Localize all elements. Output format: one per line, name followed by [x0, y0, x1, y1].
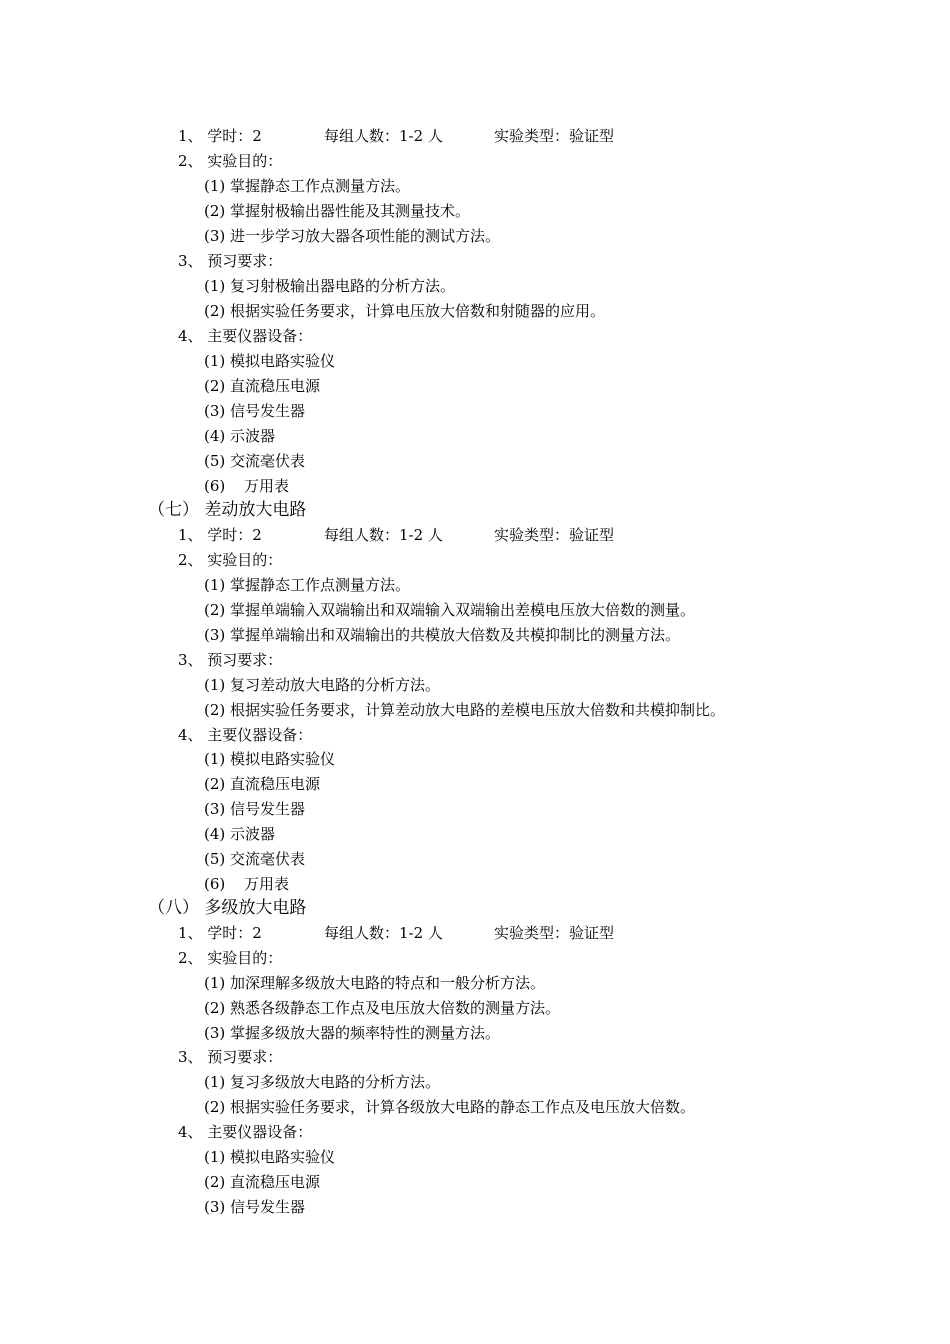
list-item: (2) 根据实验任务要求，计算各级放大电路的静态工作点及电压放大倍数。 [204, 1098, 696, 1116]
list-item: (2) 根据实验任务要求，计算差动放大电路的差模电压放大倍数和共模抑制比。 [204, 701, 726, 719]
list-item: (1) 加深理解多级放大电路的特点和一般分析方法。 [204, 974, 546, 992]
list-item: (2) 直流稳压电源 [204, 1173, 321, 1191]
list-item: (3) 掌握多级放大器的频率特性的测量方法。 [204, 1024, 501, 1042]
list-item: (1) 模拟电路实验仪 [204, 352, 336, 370]
list-item: (1) 模拟电路实验仪 [204, 1148, 336, 1166]
experiment-type-label: 实验类型：验证型 [494, 526, 615, 544]
list-item: (2) 根据实验任务要求，计算电压放大倍数和射随器的应用。 [204, 302, 606, 320]
group-size-label: 每组人数：1-2 人 [324, 924, 443, 942]
list-item: (1) 掌握静态工作点测量方法。 [204, 576, 411, 594]
list-item: (1) 模拟电路实验仪 [204, 750, 336, 768]
list-item [204, 476, 289, 496]
experiment-type-label: 实验类型：验证型 [494, 127, 615, 145]
group-size-label: 每组人数：1-2 人 [324, 526, 443, 544]
list-item [204, 874, 289, 894]
section-heading: 4、 主要仪器设备： [178, 726, 313, 744]
list-item-number: (6) [204, 875, 226, 893]
list-item: (5) 交流毫伏表 [204, 850, 306, 868]
section-heading: 4、 主要仪器设备： [178, 1123, 313, 1141]
list-item: (3) 进一步学习放大器各项性能的测试方法。 [204, 227, 501, 245]
list-item: (4) 示波器 [204, 427, 276, 445]
section-heading: 2、 实验目的： [178, 152, 283, 170]
section-heading: 4、 主要仪器设备： [178, 327, 313, 345]
group-size-label: 每组人数：1-2 人 [324, 127, 443, 145]
list-item-text: 万用表 [244, 477, 290, 495]
list-item-text: 万用表 [244, 875, 290, 893]
list-item: (2) 熟悉各级静态工作点及电压放大倍数的测量方法。 [204, 999, 561, 1017]
section-heading: 3、 预习要求： [178, 1048, 283, 1066]
chapter-heading: （八） 多级放大电路 [148, 898, 307, 918]
list-item: (3) 信号发生器 [204, 402, 306, 420]
list-item: (3) 掌握单端输出和双端输出的共模放大倍数及共模抑制比的测量方法。 [204, 626, 681, 644]
list-item-number: (6) [204, 477, 226, 495]
list-item: (1) 掌握静态工作点测量方法。 [204, 177, 411, 195]
chapter-heading: （七） 差动放大电路 [148, 500, 307, 520]
list-item: (4) 示波器 [204, 825, 276, 843]
list-item: (2) 掌握单端输入双端输出和双端输入双端输出差模电压放大倍数的测量。 [204, 601, 696, 619]
list-item: (5) 交流毫伏表 [204, 452, 306, 470]
list-item: (1) 复习多级放大电路的分析方法。 [204, 1073, 441, 1091]
section-heading: 3、 预习要求： [178, 252, 283, 270]
section-heading: 2、 实验目的： [178, 551, 283, 569]
list-item: (1) 复习射极输出器电路的分析方法。 [204, 277, 456, 295]
list-item: (3) 信号发生器 [204, 800, 306, 818]
hours-label: 1、 学时：2 [178, 924, 262, 942]
hours-label: 1、 学时：2 [178, 526, 262, 544]
list-item: (2) 掌握射极输出器性能及其测量技术。 [204, 202, 471, 220]
list-item: (1) 复习差动放大电路的分析方法。 [204, 676, 441, 694]
experiment-type-label: 实验类型：验证型 [494, 924, 615, 942]
list-item: (2) 直流稳压电源 [204, 377, 321, 395]
list-item: (3) 信号发生器 [204, 1198, 306, 1216]
section-heading: 3、 预习要求： [178, 651, 283, 669]
list-item: (2) 直流稳压电源 [204, 775, 321, 793]
hours-label: 1、 学时：2 [178, 127, 262, 145]
section-heading: 2、 实验目的： [178, 949, 283, 967]
